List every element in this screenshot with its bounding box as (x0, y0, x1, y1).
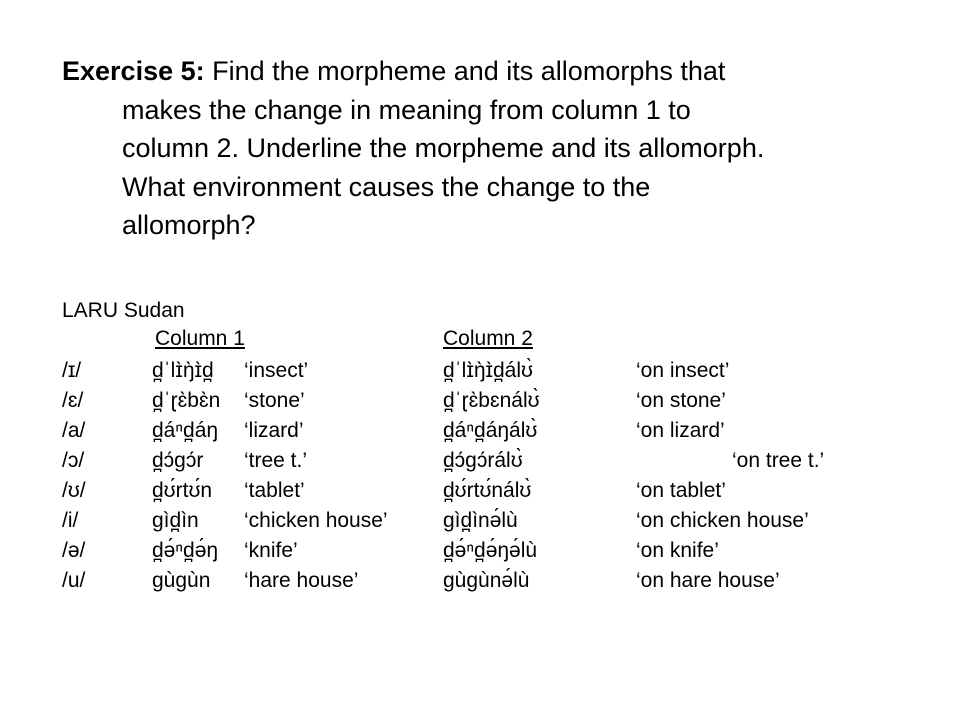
column-1-gloss: ‘tree t.’ (244, 449, 308, 472)
heading-line-3: column 2. Underline the morpheme and its allomorph. (122, 133, 765, 163)
exercise-heading (62, 52, 922, 245)
column-2-gloss: ‘on lizard’ (636, 419, 725, 442)
phoneme-cell: /i/ (62, 509, 79, 532)
column-1-gloss: ‘insect’ (244, 359, 309, 382)
column-1-word: d̪ʊ́rtʊ́n (152, 479, 213, 502)
table-row (0, 446, 960, 476)
table-row (0, 536, 960, 566)
column-1-header: Column 1 (155, 327, 245, 350)
column-2-word: gùgùnə́lù (443, 569, 530, 592)
phoneme-cell: /ɪ/ (62, 359, 82, 382)
column-2-word: d̪ˈɽɛ̀bɛnálʊ̀ (443, 389, 540, 412)
column-2-gloss: ‘on knife’ (636, 539, 719, 562)
heading-text-1: Find the morpheme and its allomorphs that (204, 56, 726, 86)
column-2-header: Column 2 (443, 327, 533, 350)
exercise-colon: : (195, 56, 205, 86)
exercise-label: Exercise 5 (62, 56, 196, 86)
phoneme-cell: /u/ (62, 569, 86, 592)
column-1-gloss: ‘chicken house’ (244, 509, 388, 532)
table-row (0, 476, 960, 506)
data-table (0, 356, 960, 596)
column-2-gloss: ‘on hare house’ (636, 569, 780, 592)
heading-line-5: allomorph? (122, 210, 256, 240)
column-2-gloss: ‘on stone’ (636, 389, 726, 412)
column-2-gloss: ‘on tree t.’ (732, 449, 825, 472)
column-1-gloss: ‘hare house’ (244, 569, 359, 592)
column-2-word: d̪áⁿd̪áŋálʊ̀ (443, 419, 538, 442)
column-1-gloss: ‘tablet’ (244, 479, 305, 502)
column-1-gloss: ‘stone’ (244, 389, 305, 412)
heading-line-2: makes the change in meaning from column 1 to (122, 94, 691, 125)
column-2-gloss: ‘on chicken house’ (636, 509, 809, 532)
column-1-gloss: ‘knife’ (244, 539, 298, 562)
column-1-gloss: ‘lizard’ (244, 419, 304, 442)
column-2-word: d̪ʊ́rtʊ́nálʊ̀ (443, 479, 532, 502)
heading-line-4: What environment causes the change to the (122, 171, 651, 202)
column-1-word: gùgùn (152, 569, 211, 592)
phoneme-cell: /ʊ/ (62, 479, 86, 502)
column-2-gloss: ‘on tablet’ (636, 479, 726, 502)
table-row (0, 416, 960, 446)
table-row (0, 506, 960, 536)
column-2-word: d̪ə́ⁿd̪ə́ŋə́lù (443, 539, 538, 562)
column-1-word: d̪ə́ⁿd̪ə́ŋ (152, 539, 219, 562)
phoneme-cell: /ɛ/ (62, 389, 84, 412)
column-1-word: gìd̪ìn (152, 509, 199, 532)
column-1-word: d̪áⁿd̪áŋ (152, 419, 219, 442)
column-2-word: gìd̪ìnə́lù (443, 509, 518, 532)
column-1-word: d̪ˈɽɛ̀bɛ̀n (152, 389, 221, 412)
column-1-word: d̪ˈlɪ̀ŋ̀ɪ̀d̪ (152, 359, 214, 382)
table-row (0, 356, 960, 386)
phoneme-cell: /ə/ (62, 539, 86, 562)
phoneme-cell: /ɔ/ (62, 449, 85, 472)
table-row (0, 566, 960, 596)
column-2-word: d̪ˈlɪ̀ŋ̀ɪ̀d̪álʊ̀ (443, 359, 533, 382)
table-row (0, 386, 960, 416)
source-label: LARU Sudan (62, 299, 185, 322)
phoneme-cell: /a/ (62, 419, 86, 442)
heading-line-1 (62, 52, 922, 91)
column-2-word: d̪ɔ́gɔ́rálʊ̀ (443, 449, 523, 472)
column-2-gloss: ‘on insect’ (636, 359, 730, 382)
column-1-word: d̪ɔ́gɔ́r (152, 449, 204, 472)
